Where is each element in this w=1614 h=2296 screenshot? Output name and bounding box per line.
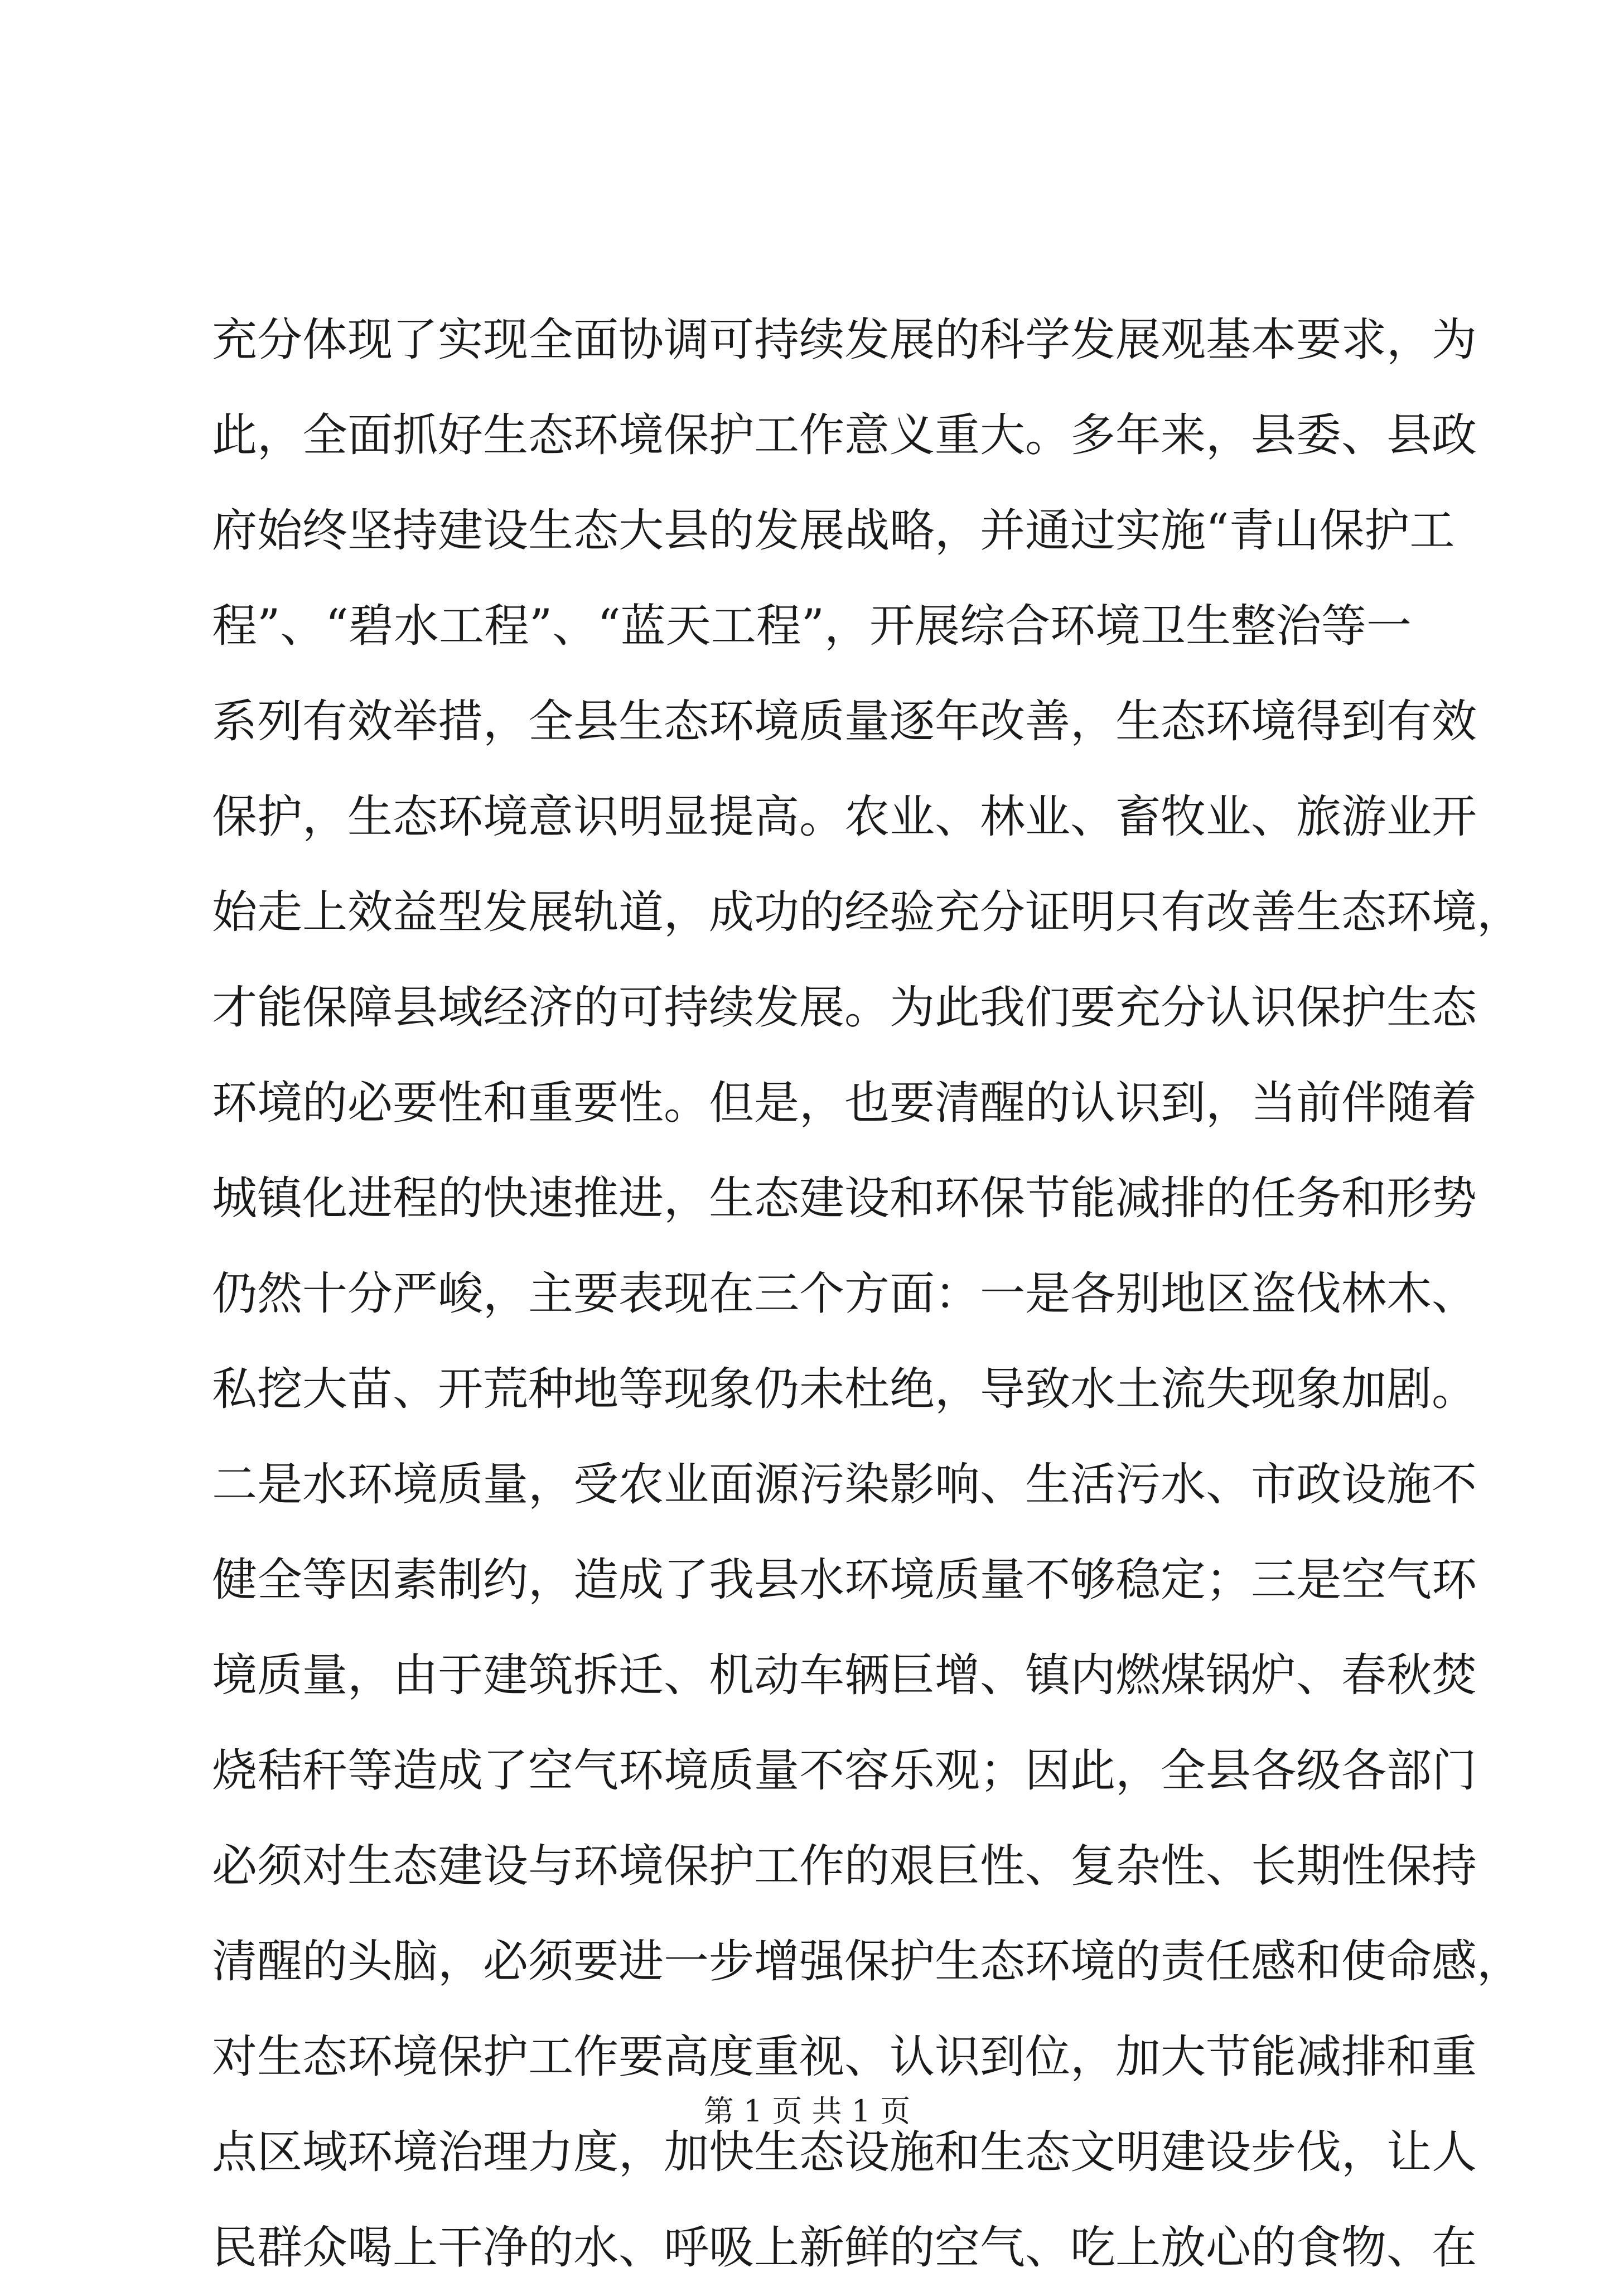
- text-line: 必须对生态建设与环境保护工作的艰巨性、复杂性、长期性保持: [212, 1840, 1477, 1893]
- text-line: 清醒的头脑，必须要进一步增强保护生态环境的责任感和使命感，: [212, 1936, 1523, 1988]
- body-paragraph: [212, 293, 1523, 2296]
- text-line: 仍然十分严峻，主要表现在三个方面：一是各别地区盗伐林木、: [212, 1268, 1477, 1320]
- text-line: 充分体现了实现全面协调可持续发展的科学发展观基本要求，为: [212, 314, 1477, 366]
- page-number-footer: 第 1 页 共 1 页: [703, 2094, 911, 2129]
- text-line: 环境的必要性和重要性。但是，也要清醒的认识到，当前伴随着: [212, 1077, 1477, 1130]
- text-line: 烧秸秆等造成了空气环境质量不容乐观；因此，全县各级各部门: [212, 1745, 1477, 1797]
- text-line: 府始终坚持建设生态大县的发展战略，并通过实施“青山保护工: [212, 505, 1455, 557]
- text-line: 民群众喝上干净的水、呼吸上新鲜的空气、吃上放心的食物、在: [212, 2222, 1477, 2274]
- text-line: 系列有效举措，全县生态环境质量逐年改善，生态环境得到有效: [212, 696, 1477, 748]
- text-line: 私挖大苗、开荒种地等现象仍未杜绝，导致水土流失现象加剧。: [212, 1363, 1477, 1416]
- text-line: 此，全面抓好生态环境保护工作意义重大。多年来，县委、县政: [212, 409, 1477, 462]
- text-line: 城镇化进程的快速推进，生态建设和环保节能减排的任务和形势: [212, 1173, 1477, 1225]
- text-line: 健全等因素制约，造成了我县水环境质量不够稳定；三是空气环: [212, 1554, 1477, 1607]
- text-line: 对生态环境保护工作要高度重视、认识到位，加大节能减排和重: [212, 2031, 1477, 2083]
- text-line: 才能保障县域经济的可持续发展。为此我们要充分认识保护生态: [212, 982, 1477, 1034]
- text-line: 境质量，由于建筑拆迁、机动车辆巨增、镇内燃煤锅炉、春秋焚: [212, 1649, 1477, 1702]
- text-line: 保护，生态环境意识明显提高。农业、林业、畜牧业、旅游业开: [212, 791, 1477, 843]
- text-line: 点区域环境治理力度，加快生态设施和生态文明建设步伐，让人: [212, 2126, 1477, 2179]
- text-line: 始走上效益型发展轨道，成功的经验充分证明只有改善生态环境，: [212, 886, 1523, 939]
- text-line: 二是水环境质量，受农业面源污染影响、生活污水、市政设施不: [212, 1459, 1477, 1511]
- text-line: 程”、“碧水工程”、“蓝天工程”，开展综合环境卫生整治等一: [212, 600, 1412, 653]
